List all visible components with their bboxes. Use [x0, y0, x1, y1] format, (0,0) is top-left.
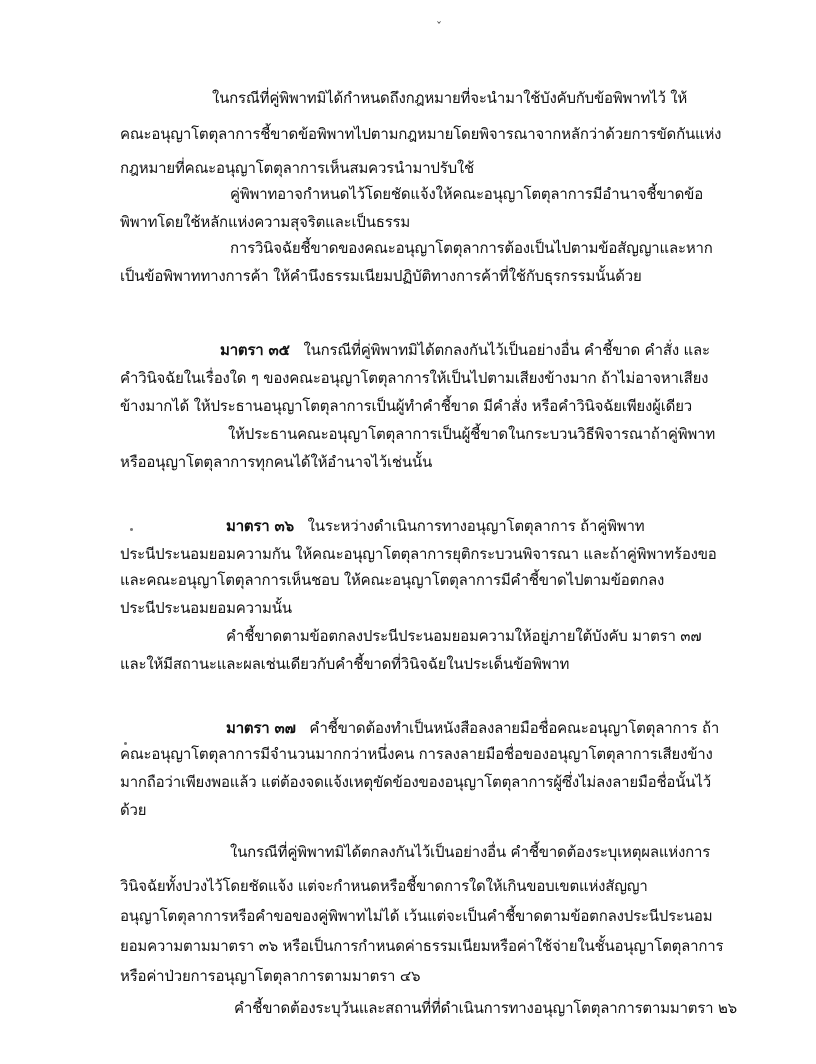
paragraph-line: ในกรณีที่คู่พิพาทมิได้กำหนดถึงกฎหมายที่จะนำมาใช้บังคับกับข้อพิพาทไว้ ให้ — [212, 89, 688, 107]
paragraph-line: คู่พิพาทอาจกำหนดไว้โดยชัดแจ้งให้คณะอนุญาโตตุลาการมีอำนาจชี้ขาดข้อ — [230, 185, 704, 203]
paragraph-line: กฎหมายที่คณะอนุญาโตตุลาการเห็นสมควรนำมาปรับใช้ — [120, 159, 475, 177]
paragraph-line: และให้มีสถานะและผลเช่นเดียวกับคำชี้ขาดที่วินิจฉัยในประเด็นข้อพิพาท — [120, 655, 570, 673]
paragraph-line: ในกรณีที่คู่พิพาทมิได้ตกลงกันไว้เป็นอย่างอื่น คำชี้ขาดต้องระบุเหตุผลแห่งการ — [230, 843, 711, 861]
paragraph-line: คณะอนุญาโตตุลาการชี้ขาดข้อพิพาทไปตามกฎหมายโดยพิจารณาจากหลักว่าด้วยการขัดกันแห่ง — [120, 125, 722, 143]
paragraph-line: ให้ประธานคณะอนุญาโตตุลาการเป็นผู้ชี้ขาดในกระบวนวิธีพิจารณาถ้าคู่พิพาท — [228, 425, 716, 443]
paragraph-line: เป็นข้อพิพาททางการค้า ให้คำนึงธรรมเนียมปฏิบัติทางการค้าที่ใช้กับธุรกรรมนั้นด้วย — [120, 267, 642, 285]
scan-speck — [124, 742, 127, 745]
paragraph-line: ข้างมากได้ ให้ประธานอนุญาโตตุลาการเป็นผู้ทำคำชี้ขาด มีคำสั่ง หรือคำวินิจฉัยเพียงผู้เดียว — [120, 397, 693, 415]
paragraph-line: มากถือว่าเพียงพอแล้ว แต่ต้องจดแจ้งเหตุขัดข้องของอนุญาโตตุลาการผู้ซึ่งไม่ลงลายมือชื่อนั้นไว้ — [120, 773, 711, 791]
paragraph-line: อนุญาโตตุลาการหรือคำขอของคู่พิพาทไม่ได้ เว้นแต่จะเป็นคำชี้ขาดตามข้อตกลงประนีประนอม — [120, 907, 713, 925]
header-mark: ˇ — [436, 20, 442, 34]
paragraph-line: และคณะอนุญาโตตุลาการเห็นชอบ ให้คณะอนุญาโตตุลาการมีคำชี้ขาดไปตามข้อตกลง — [120, 571, 665, 589]
paragraph-line: คำชี้ขาดตามข้อตกลงประนีประนอมยอมความให้อยู่ภายใต้บังคับ มาตรา ๓๗ — [226, 627, 702, 645]
paragraph-line: ประนีประนอมยอมความกัน ให้คณะอนุญาโตตุลาการยุติกระบวนพิจารณา และถ้าคู่พิพาทร้องขอ — [120, 545, 717, 563]
section-35-first-line — [220, 340, 710, 360]
paragraph-line: ยอมความตามมาตรา ๓๖ หรือเป็นการกำหนดค่าธรรมเนียมหรือค่าใช้จ่ายในชั้นอนุญาโตตุลาการ — [120, 937, 724, 955]
paragraph-line: ในกรณีที่คู่พิพาทมิได้ตกลงกันไว้เป็นอย่างอื่น คำชี้ขาด คำสั่ง และ — [303, 341, 710, 359]
section-label-36: มาตรา ๓๖ — [226, 517, 294, 535]
section-36-first-line — [226, 516, 644, 536]
paragraph-line: พิพาทโดยใช้หลักแห่งความสุจริตและเป็นธรรม — [120, 213, 411, 231]
paragraph-line: คำชี้ขาดต้องทำเป็นหนังสือลงลายมือชื่อคณะอนุญาโตตุลาการ ถ้า — [309, 719, 720, 737]
paragraph-line: หรือค่าป่วยการอนุญาโตตุลาการตามมาตรา ๔๖ — [120, 967, 421, 985]
paragraph-line: การวินิจฉัยชี้ขาดของคณะอนุญาโตตุลาการต้องเป็นไปตามข้อสัญญาและหาก — [230, 239, 713, 257]
section-label-37: มาตรา ๓๗ — [226, 719, 296, 737]
paragraph-line: คณะอนุญาโตตุลาการมีจำนวนมากกว่าหนึ่งคน การลงลายมือชื่อของอนุญาโตตุลาการเสียงข้าง — [120, 745, 713, 763]
paragraph-line: ในระหว่างดำเนินการทางอนุญาโตตุลาการ ถ้าคู่พิพาท — [307, 517, 645, 535]
scan-speck — [130, 528, 133, 531]
paragraph-line: คำชี้ขาดต้องระบุวันและสถานที่ที่ดำเนินการทางอนุญาโตตุลาการตามมาตรา ๒๖ — [234, 999, 737, 1017]
paragraph-line: วินิจฉัยทั้งปวงไว้โดยชัดแจ้ง แต่จะกำหนดหรือชี้ขาดการใดให้เกินขอบเขตแห่งสัญญา — [120, 877, 648, 895]
paragraph-line: หรืออนุญาโตตุลาการทุกคนได้ให้อำนาจไว้เช่นนั้น — [120, 453, 433, 471]
paragraph-line: ด้วย — [120, 801, 147, 819]
section-37-first-line — [226, 718, 719, 738]
paragraph-line: ประนีประนอมยอมความนั้น — [120, 599, 292, 617]
paragraph-line: คำวินิจฉัยในเรื่องใด ๆ ของคณะอนุญาโตตุลาการให้เป็นไปตามเสียงข้างมาก ถ้าไม่อาจหาเสียง — [120, 369, 709, 387]
section-label-35: มาตรา ๓๕ — [220, 341, 290, 359]
